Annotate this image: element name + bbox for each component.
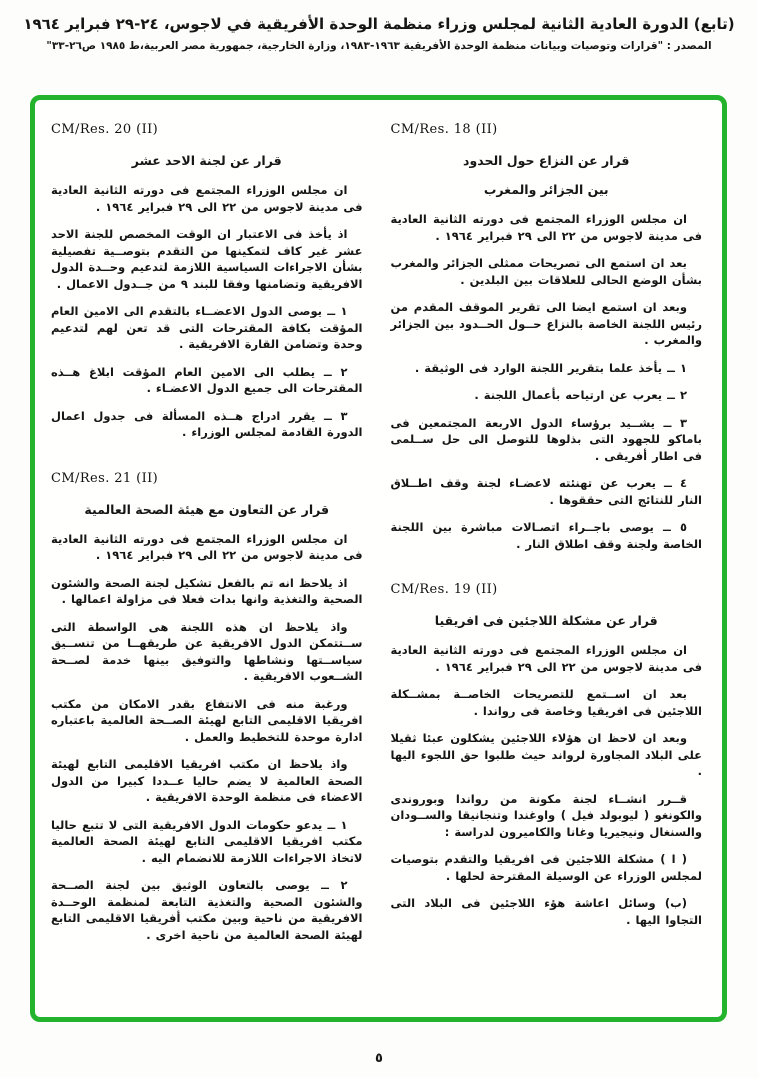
source-citation: المصدر : "قرارات وتوصيات وبيانات منظمة الوحدة الأفريقية ١٩٦٣-١٩٨٣، وزارة الخارجية، جمهورية مصر العربية،ط ١٩٨٥ ص٢٦-٣٣" [46,40,712,52]
resolution-ref: CM/Res. 20 (II) [51,122,159,137]
section-cm-res-19 [391,582,703,928]
paragraph: ان مجلس الوزراء المجتمع فى دورته الثانية العادية فى مدينة لاجوس من ٢٢ الى ٢٩ فبراير ١٩٦٤ . [390,212,702,243]
resolution-ref: CM/Res. 21 (II) [51,470,159,486]
numbered-clause: ٥ ــ يوصى باجــراء اتصـالات مباشرة بين اللجنة الخاصة ولجنة وقف اطلاق النار . [390,520,702,551]
resolution-title: قرار عن مشكلة اللاجئين فى افريقيا [434,613,658,628]
numbered-clause: ٢ ــ يوصى بالتعاون الوثيق بين لجنة الصــحة والشئون الصحية والتغذية التابعة لمنظمة الوحــدة الافريقية من ناحية وبين مكتب أفريقيا الاقليمى التابع لهيئة الصحة العالمية من ناحية اخرى . [51,878,363,942]
paragraph: واذ يلاحظ ان مكتب افريقيا الاقليمى التابع لهيئة الصحة العالمية لا يضم حاليا عــددا كبيرا من الدول الاعضاء فى منظمة الوحدة الافريقية . [51,757,363,804]
numbered-clause: ٢ ــ يطلب الى الامين العام المؤقت ابلاغ هــذه المقترحات الى جميع الدول الاعضـاء . [51,364,363,395]
column-left [51,118,363,1005]
resolution-title: قرار عن النزاع حول الحدود [463,153,630,168]
paragraph: وبعد ان لاحظ ان هؤلاء اللاجئين يشكلون عبئا ثقيلا على البلاد المجاورة لرواند حيث طلبوا حق اللجوء اليها . [390,731,702,778]
paragraph: قــرر انشــاء لجنة مكونة من رواندا وبوروندى والكونغو ( ليوبولد فيل ) واوغندا وتنجانيقا والســودان والسنغال ونيجيريا وغانا والكاميرون لدراسة : [390,791,702,839]
lettered-clause: (ب) وسائل اعاشة هؤء اللاجئين فى البلاد التى التجاوا اليها . [390,896,702,927]
section-cm-res-20 [51,122,363,441]
paragraph: اذ يلاحظ انه تم بالفعل تشكيل لجنة الصحة والشئون الصحية والتغذية وانها بدات فعلا فى مزاولة اعمالها . [51,575,363,606]
resolution-ref: CM/Res. 18 (II) [390,122,498,137]
numbered-clause: ٣ ــ يشــيد برؤساء الدول الاربعة المجتمعين فى باماكو للجهود التى بذلوها للتوصل الى حل ســلمى فى اطار أفريقى . [390,415,702,463]
numbered-clause: ١ ــ يدعو حكومات الدول الافريقية التى لا تتبع حاليا مكتب افريقيا الاقليمى التابع لهيئة الصحة العالمية لاتخاذ الاجراءات اللازمة للانضمام اليه . [51,817,363,865]
resolution-ref: CM/Res. 19 (II) [390,582,498,597]
column-right [391,118,703,1005]
lettered-clause: ( ا ) مشكلة اللاجئين فى افريقيا والتقدم بتوصيات لمجلس الوزراء عن الوسيلة المقترحة لحلها . [390,852,702,883]
paragraph: واذ يلاحظ ان هذه اللجنة هى الواسطة التى ســتتمكن الدول الافريقية عن طريقهــا من تنســيق سياســتها ونشاطها والتوفيق بينها خدمة لصــحة الشــعوب الافريقية . [51,619,363,683]
session-title: (تابع) الدورة العادية الثانية لمجلس وزراء منظمة الوحدة الأفريقية في لاجوس، ٢٤-٢٩ فبراير ١٩٦٤ [23,15,735,33]
numbered-clause: ١ ــ يوصى الدول الاعضــاء بالتقدم الى الامين العام المؤقت بكافة المقترحات التى قد تعن لهم لتدعيم وحدة وتضامن القارة الافريقية . [51,304,363,351]
numbered-clause: ١ ــ يأخذ علما بتقرير اللجنة الوارد فى الوثيقة . [414,360,687,375]
numbered-clause: ٤ ــ يعرب عن تهنئته لاعضـاء لجنة وقف اطــلاق النار للنتائج التى حققوها . [390,476,702,507]
page-header [0,15,758,52]
paragraph: ان مجلس الوزراء المجتمع فى دورته الثانية العادية فى مدينة لاجوس من ٢٢ الى ٢٩ فبراير ١٩٦٤ . [51,183,363,214]
green-frame [30,95,727,1022]
resolution-subtitle: بين الجزائر والمغرب [483,182,609,197]
paragraph: وبعد ان استمع ايضا الى تقرير الموقف المقدم من رئيس اللجنة الخاصة بالنزاع حــول الحــدود بين الجزائر والمغرب . [390,300,702,347]
page-number: ٥ [375,1051,383,1066]
section-cm-res-18 [391,122,703,552]
section-cm-res-21 [51,471,363,944]
paragraph: بعد ان استمع الى تصريحات ممثلى الجزائر والمغرب بشأن الوضع الحالى للعلاقات بين البلدين . [390,256,702,287]
resolution-title: قرار عن التعاون مع هيئة الصحة العالمية [84,501,330,517]
numbered-clause: ٣ ــ يقرر ادراج هــذه المسألة فى جدول اعمال الدورة القادمة لمجلس الوزراء . [51,408,363,439]
paragraph: بعد ان اســتمع للتصريحات الخاصــة بمشــكلة اللاجئين فى افريقيا وخاصة فى رواندا . [390,687,702,718]
paragraph: اذ يأخذ فى الاعتبار ان الوقت المخصص للجنة الاحد عشر غير كاف لتمكينها من التقدم بتوصــية تفصيلية بشأن الاجراءات السياسية اللازمة لتدعيم وحــدة الدول الافريقية وتضامنها وفقا للبند ٩ من جــدول الاعمال . [51,227,363,291]
paragraph: ورغبة منه فى الانتفاع بقدر الامكان من مكتب افريقيا الاقليمى التابع لهيئة الصــحة العالمية باعتباره ادارة موحدة للتخطيط والعمل . [51,696,363,744]
paragraph: ان مجلس الوزراء المجتمع فى دورته الثانية العادية فى مدينة لاجوس من ٢٢ الى ٢٩ فبراير ١٩٦٤ . [390,643,702,674]
numbered-clause: ٢ ــ يعرب عن ارتياحه بأعمال اللجنة . [474,388,687,402]
resolution-title: قرار عن لجنة الاحد عشر [131,153,282,168]
paragraph: ان مجلس الوزراء المجتمع فى دورته الثانية العادية فى مدينة لاجوس من ٢٢ الى ٢٩ فبراير ١٩٦٤ . [51,531,363,562]
